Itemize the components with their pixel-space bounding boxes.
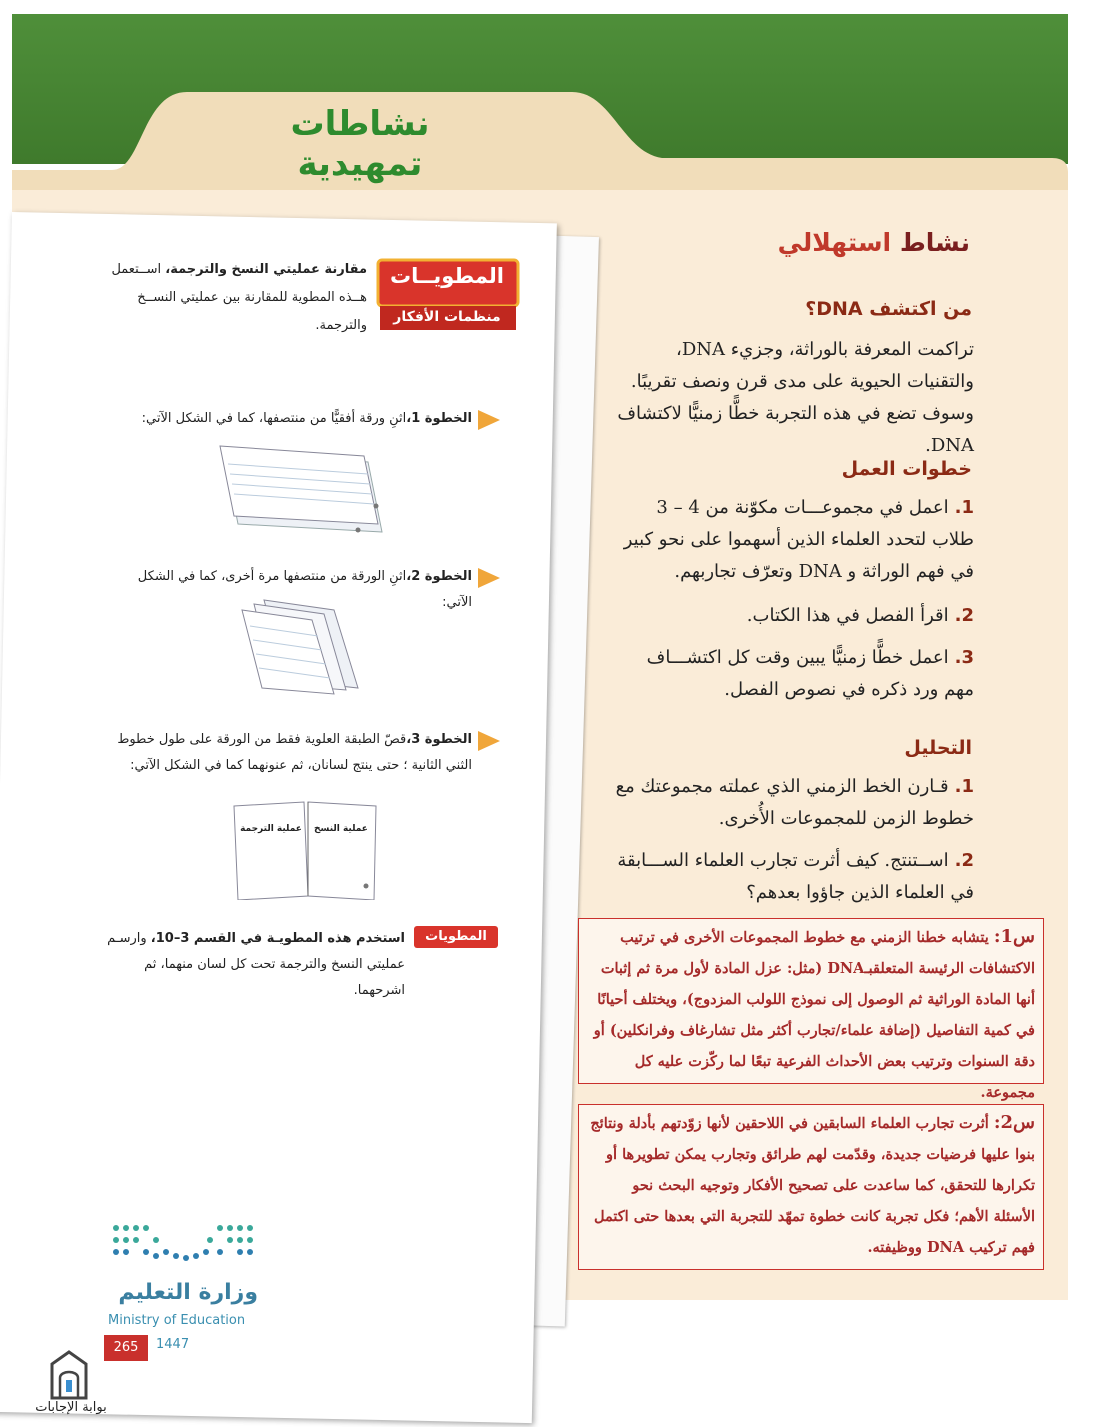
fold-figure-1 (218, 444, 388, 544)
step-label: الخطوة 1، (406, 411, 472, 426)
step-text: اثنِ ورقة أفقيًّا من منتصفها، كما في الشكل الآتي: (141, 411, 407, 426)
step-text: قصّ الطبقة العلوية فقط من الورقة على طول خطوط الثني الثانية ؛ حتى ينتج لسانان، ثم عنونهما كما في الشكل الآتي: (117, 732, 472, 773)
foldable-step-3 (110, 727, 472, 779)
step-number: 1. (954, 497, 974, 518)
analysis-item (612, 771, 974, 835)
step-number: 3. (954, 647, 974, 668)
analysis-text: اســتنتج. كيف أثرت تجارب العلماء الســـابقة في العلماء الذين جاؤوا بعدهم؟ (617, 850, 974, 903)
site-name: بوابة الإجابات (35, 1400, 107, 1415)
foldable-step-1 (110, 406, 472, 432)
foldables-tag: المطويات (414, 926, 498, 948)
activity-title (770, 228, 970, 257)
ministry-name-en: Ministry of Education (108, 1313, 246, 1328)
step-text: اثنِ الورقة من منتصفها مرة أخرى، كما في الشكل الآتي: (137, 569, 472, 610)
analysis-item (612, 845, 974, 909)
answer-text: أثرت تجارب العلماء السابقين في اللاحقين لأنها زوّدتهم بأدلة ونتائج بنوا عليها فرضيات جديدة، وقدّمت لهم طرائق وتجارب يمكن تطويرها أو تكرارها للتحقق، كما ساعدت على تصحيح الأفكار وتوجيه البحث نحو الأسئلة الأهم؛ فكل تجربة كانت خطوة تمهّد للتجربة التي بعدها حتى اكتمل فهم تركيب DNA ووظيفته. (590, 1115, 1035, 1256)
answer-box-1 (578, 918, 1044, 1101)
page-number: 265 (104, 1335, 148, 1361)
analysis-number: 1. (954, 776, 974, 797)
activity-title-sub: استهلالي (777, 228, 892, 257)
foldables-subtitle: منظمات الأفكار (393, 309, 501, 325)
note-bold: استخدم هذه المطويـة في القسم 3–10، (150, 931, 405, 946)
foldables-desc-text: اســتعمل هــذه المطوية للمقارنة بين عمليتي النســخ والترجمة. (111, 262, 367, 333)
step-number: 2. (954, 605, 974, 626)
foldables-description (105, 256, 367, 340)
step-item (612, 642, 974, 706)
step-text: اعمل خطًّا زمنيًّا يبين وقت كل اكتشـــاف مهم ورد ذكره في نصوص الفصل. (646, 647, 974, 700)
title-tab (12, 92, 1068, 202)
analysis-heading: التحليل (904, 737, 972, 759)
answer-text: يتشابه خطنا الزمني مع خطوط المجموعات الأخرى في ترتيب الاكتشافات الرئيسة المتعلقبـDNA (مثل: عزل المادة لأول مرة ثم إثبات أنها المادة الوراثية ثم الوصول إلى نموذج اللولب المزدوج)، ويختلف أحيانًا في كمية التفاصيل (إضافة علماء/تجارب أكثر مثل تشارغاف وفرانكلين) أو دقة السنوات وترتيب بعض الأحداث الفرعية تبعًا لما ركّزت عليه كل مجموعة. (593, 929, 1035, 1101)
foldables-desc-title: مقارنة عمليتي النسخ والترجمة، (165, 262, 367, 277)
arrow-icon (478, 568, 500, 588)
activity-intro: تراكمت المعرفة بالوراثة، وجزيء DNA، والتقنيات الحيوية على مدى قرن ونصف تقريبًا. وسوف تضع في هذه التجربة خطًّا زمنيًّا لاكتشاف DNA. (617, 339, 974, 456)
analysis-number: 2. (954, 850, 974, 871)
step-text: اعمل في مجموعـــات مكوّنة من 4 – 3 طلاب لتحدد العلماء الذين أسهموا على نحو كبير في فهم الوراثة و DNA وتعرّف تجاربهم. (623, 497, 974, 582)
analysis-text: قـارن الخط الزمني الذي عملته مجموعتك مع خطوط الزمن للمجموعات الأُخرى. (615, 776, 974, 829)
answer-box-2 (578, 1104, 1044, 1270)
ministry-logo-icon (110, 1220, 260, 1272)
page-title: نشاطات تمهيدية (290, 104, 430, 184)
fold-figure-2 (238, 596, 368, 696)
answer-label: س1: (993, 926, 1035, 947)
activity-title-main: نشاط (891, 228, 970, 257)
foldables-title: المطويــات (389, 264, 504, 288)
step-label: الخطوة 2، (406, 569, 472, 584)
activity-question: من اكتشف DNA؟ (805, 298, 972, 320)
step-item (612, 600, 974, 632)
tab-label-right: عملية النسخ (314, 824, 368, 834)
tab-label-left: عملية الترجمة (240, 824, 302, 834)
year-label: 1447 (156, 1337, 190, 1352)
note-text: وارسـم عمليتي النسخ والترجمة تحت كل لسان منهما، ثم اشرحهما. (107, 931, 405, 998)
steps-heading: خطوات العمل (841, 458, 972, 480)
step-text: اقرأ الفصل في هذا الكتاب. (746, 605, 949, 626)
ministry-name-ar: وزارة التعليم (118, 1280, 258, 1305)
step-label: الخطوة 3، (406, 732, 472, 747)
site-logo-icon (48, 1350, 90, 1400)
step-item (612, 492, 974, 588)
fold-figure-3 (230, 800, 380, 900)
arrow-icon (478, 731, 500, 751)
arrow-icon (478, 410, 500, 430)
foldables-note (105, 926, 405, 1004)
answer-label: س2: (993, 1112, 1035, 1133)
